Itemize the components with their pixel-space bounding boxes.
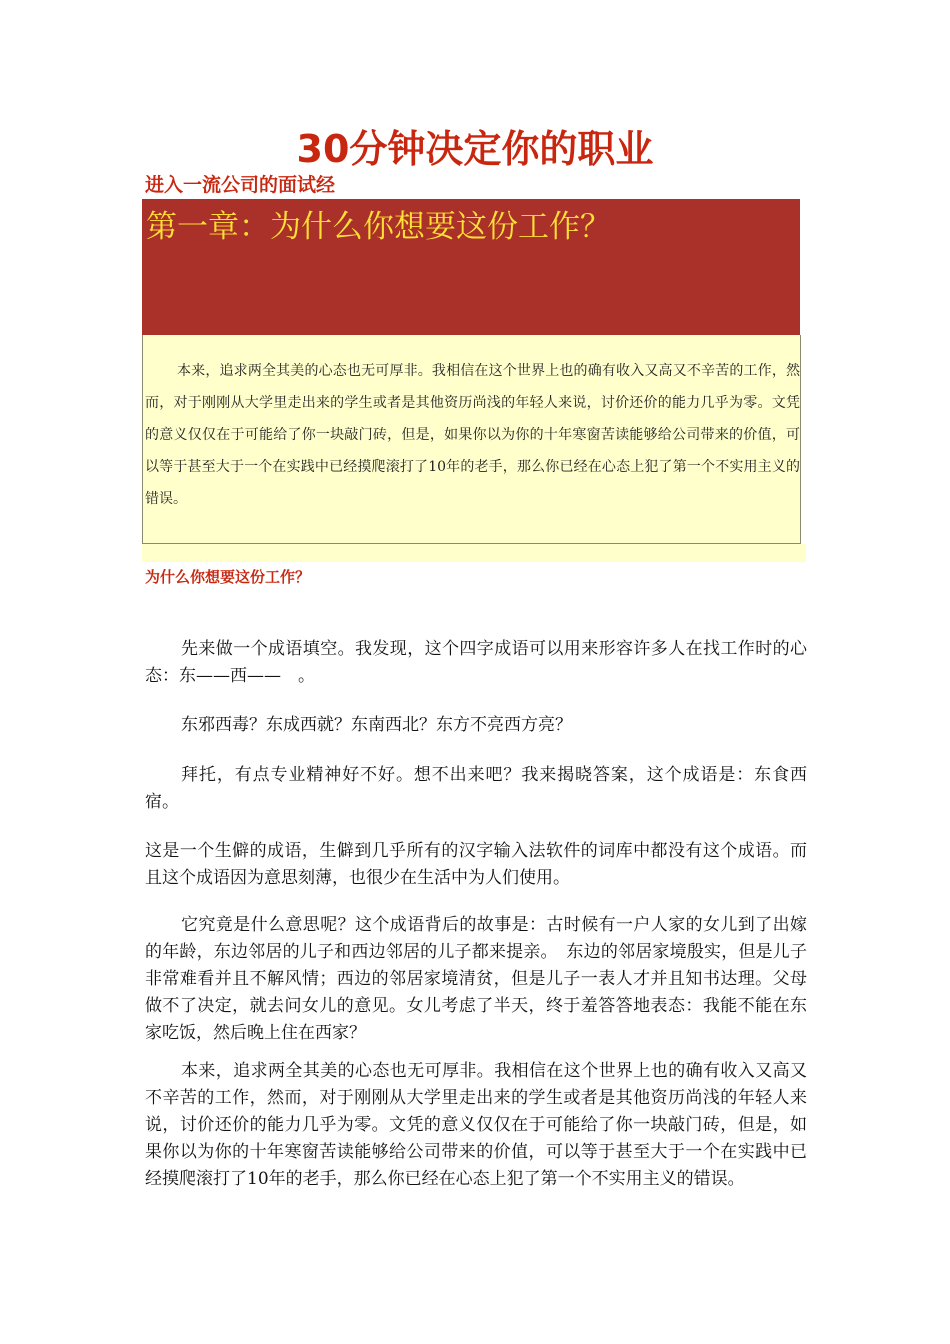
body-paragraph-4: 这是一个生僻的成语，生僻到几乎所有的汉字输入法软件的词库中都没有这个成语。而且这个成语因为意思刻薄，也很少在生活中为人们使用。 — [145, 841, 807, 888]
page-title: 30分钟决定你的职业 — [296, 127, 654, 171]
chapter-banner — [142, 199, 800, 335]
excerpt-box — [142, 335, 801, 544]
body-paragraph-2: 东邪西毒？东成西就？东南西北？东方不亮西方亮？ — [181, 715, 572, 735]
chapter-heading: 第一章：为什么你想要这份工作？ — [146, 209, 611, 245]
body-paragraph-1: 先来做一个成语填空。我发现，这个四字成语可以用来形容许多人在找工作时的心态：东——西—— 。 — [145, 639, 807, 686]
body-paragraph-5: 它究竟是什么意思呢？这个成语背后的故事是：古时候有一户人家的女儿到了出嫁的年龄，东边邻居的儿子和西边邻居的儿子都来提亲。 东边的邻居家境殷实，但是儿子非常难看并且不解风情；西边的邻居家境清贫，但是儿子一表人才并且知书达理。父母做不了决定，就去问女儿的意见。女儿考虑了半天，终于羞答答地表态：我能不能在东家吃饭，然后晚上住在西家？ — [145, 915, 807, 1043]
section-heading: 为什么你想要这份工作？ — [145, 568, 311, 586]
excerpt-box-tail — [142, 544, 806, 562]
excerpt-text: 本来，追求两全其美的心态也无可厚非。我相信在这个世界上也的确有收入又高又不辛苦的工作，然而，对于刚刚从大学里走出来的学生或者是其他资历尚浅的年轻人来说，讨价还价的能力几乎为零。文凭的意义仅仅在于可能给了你一块敲门砖，但是，如果你以为你的十年寒窗苦读能够给公司带来的价值，可以等于甚至大于一个在实践中已经摸爬滚打了10年的老手，那么你已经在心态上犯了第一个不实用主义的错误。 — [145, 363, 800, 507]
page-subtitle: 进入一流公司的面试经 — [145, 174, 336, 196]
body-paragraph-3: 拜托，有点专业精神好不好。想不出来吧？我来揭晓答案，这个成语是：东食西宿。 — [145, 765, 807, 812]
body-paragraph-6: 本来，追求两全其美的心态也无可厚非。我相信在这个世界上也的确有收入又高又不辛苦的工作，然而，对于刚刚从大学里走出来的学生或者是其他资历尚浅的年轻人来说，讨价还价的能力几乎为零。文凭的意义仅仅在于可能给了你一块敲门砖，但是，如果你以为你的十年寒窗苦读能够给公司带来的价值，可以等于甚至大于一个在实践中已经摸爬滚打了10年的老手，那么你已经在心态上犯了第一个不实用主义的错误。 — [145, 1061, 807, 1189]
